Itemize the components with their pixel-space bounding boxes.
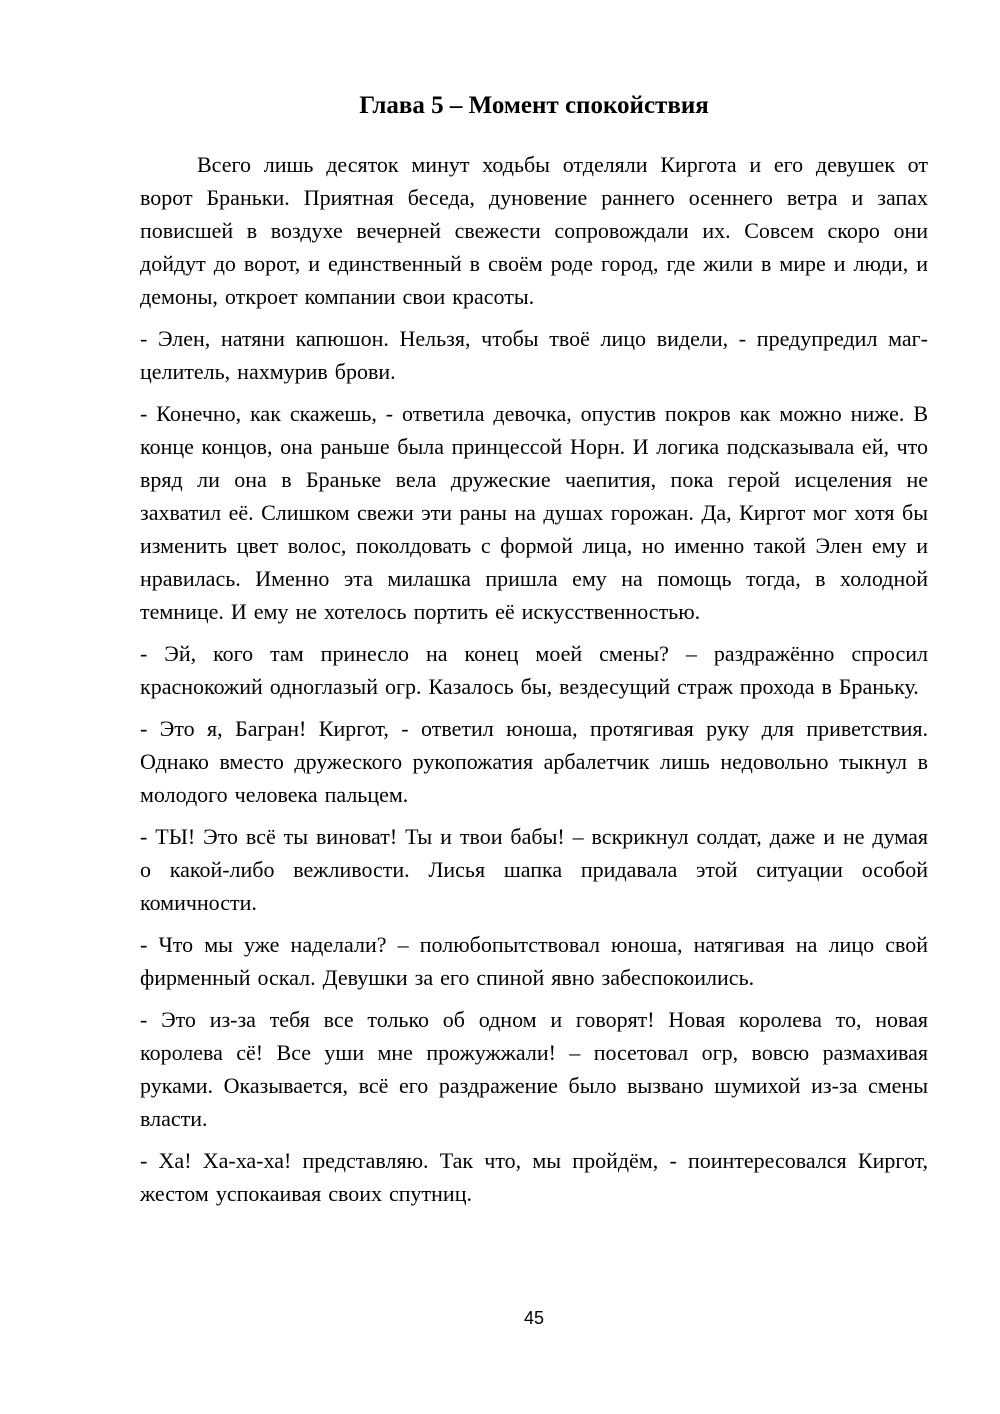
page-content xyxy=(140,90,928,1219)
paragraph: - Это из-за тебя все только об одном и говорят! Новая королева то, новая королева сё! Все уши мне прожужжали! – посетовал огр, вовсю размахивая руками. Оказывается, всё его раздражение было вызвано шумихой из-за смены власти. xyxy=(140,1007,928,1131)
body-text xyxy=(140,148,928,1210)
paragraph: - Эй, кого там принесло на конец моей смены? – раздражённо спросил краснокожий одноглазый огр. Казалось бы, вездесущий страж прохода в Браньку. xyxy=(140,641,928,699)
paragraph: - Это я, Багран! Киргот, - ответил юноша, протягивая руку для приветствия. Однако вместо дружеского рукопожатия арбалетчик лишь недовольно тыкнул в молодого человека пальцем. xyxy=(140,716,928,807)
paragraph: - Что мы уже наделали? – полюбопытствовал юноша, натягивая на лицо свой фирменный оскал. Девушки за его спиной явно забеспокоились. xyxy=(140,932,928,990)
paragraph: - Ха! Ха-ха-ха! представляю. Так что, мы пройдём, - поинтересовался Киргот, жестом успокаивая своих спутниц. xyxy=(140,1148,928,1206)
page-number: 45 xyxy=(523,1308,545,1328)
paragraph: - Конечно, как скажешь, - ответила девочка, опустив покров как можно ниже. В конце концов, она раньше была принцессой Норн. И логика подсказывала ей, что вряд ли она в Браньке вела дружеские чаепития, пока герой исцеления не захватил её. Слишком свежи эти раны на душах горожан. Да, Киргот мог хотя бы изменить цвет волос, поколдовать с формой лица, но именно такой Элен ему и нравилась. Именно эта милашка пришла ему на помощь тогда, в холодной темнице. И ему не хотелось портить её искусственностью. xyxy=(140,401,928,624)
paragraph: - Элен, натяни капюшон. Нельзя, чтобы твоё лицо видели, - предупредил маг-целитель, нахмурив брови. xyxy=(140,326,928,384)
paragraph: Всего лишь десяток минут ходьбы отделяли Киргота и его девушек от ворот Браньки. Приятная беседа, дуновение раннего осеннего ветра и запах повисшей в воздухе вечерней свежести сопровождали их. Совсем скоро они дойдут до ворот, и единственный в своём роде город, где жили в мире и люди, и демоны, откроет компании свои красоты. xyxy=(140,152,928,309)
paragraph: - ТЫ! Это всё ты виноват! Ты и твои бабы! – вскрикнул солдат, даже и не думая о какой-либо вежливости. Лисья шапка придавала этой ситуации особой комичности. xyxy=(140,824,928,915)
chapter-title: Глава 5 – Момент спокойствия xyxy=(359,92,709,119)
